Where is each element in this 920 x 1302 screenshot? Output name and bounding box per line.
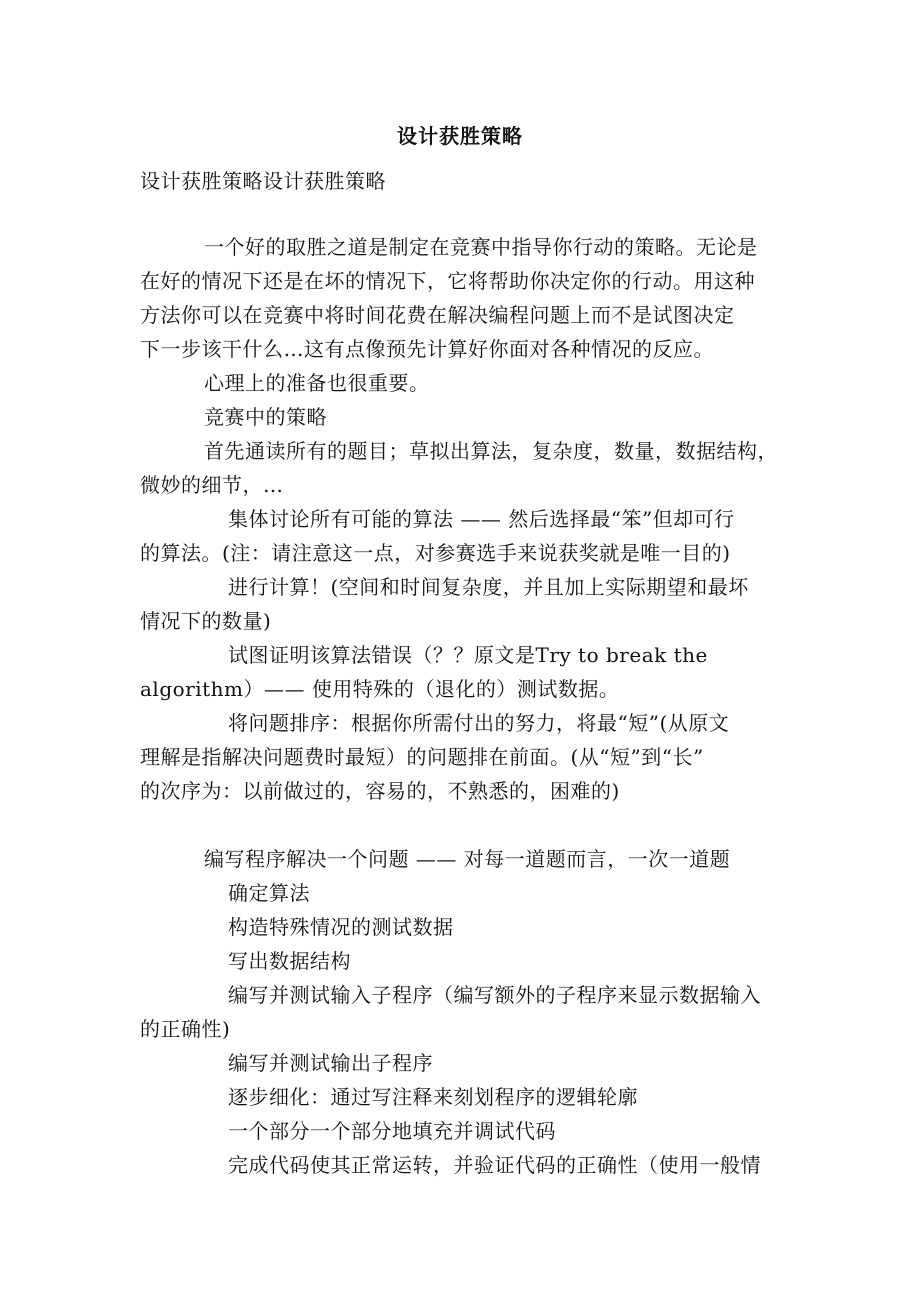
list-item: 构造特殊情况的测试数据: [228, 915, 454, 939]
paragraph-line: 情况下的数量): [140, 609, 272, 633]
paragraph-line: 编写程序解决一个问题 —— 对每一道题而言，一次一道题: [204, 847, 731, 871]
list-item: 逐步细化：通过写注释来刻划程序的逻辑轮廓: [228, 1085, 638, 1109]
list-item: 编写并测试输入子程序（编写额外的子程序来显示数据输入: [228, 983, 761, 1007]
paragraph-line: 微妙的细节，…: [140, 473, 284, 497]
list-item: 确定算法: [228, 881, 310, 905]
paragraph-line: 在好的情况下还是在坏的情况下，它将帮助你决定你的行动。用这种: [140, 269, 755, 293]
paragraph-line: 理解是指解决问题费时最短）的问题排在前面。(从“短”到“长”: [140, 745, 704, 769]
paragraph-line: 的次序为：以前做过的，容易的，不熟悉的，困难的): [140, 779, 620, 803]
paragraph-line: 心理上的准备也很重要。: [204, 371, 430, 395]
paragraph-line: 首先通读所有的题目；草拟出算法，复杂度，数量，数据结构，: [204, 439, 778, 463]
section-heading: 竞赛中的策略: [204, 405, 327, 429]
paragraph-line: 下一步该干什么…这有点像预先计算好你面对各种情况的反应。: [140, 337, 714, 361]
paragraph-line: 将问题排序：根据你所需付出的努力，将最“短”(从原文: [228, 711, 730, 735]
list-item: 的正确性): [140, 1017, 231, 1041]
document-subtitle: 设计获胜策略设计获胜策略: [140, 169, 386, 193]
list-item: 一个部分一个部分地填充并调试代码: [228, 1119, 556, 1143]
paragraph-line: 试图证明该算法错误（？？原文是Try to break the: [228, 643, 708, 667]
list-item: 完成代码使其正常运转，并验证代码的正确性（使用一般情: [228, 1153, 761, 1177]
paragraph-line: 进行计算！(空间和时间复杂度，并且加上实际期望和最坏: [228, 575, 749, 599]
document-title: 设计获胜策略: [397, 124, 523, 148]
paragraph-line: 方法你可以在竞赛中将时间花费在解决编程问题上而不是试图决定: [140, 303, 735, 327]
list-item: 编写并测试输出子程序: [228, 1051, 433, 1075]
paragraph-line: 一个好的取胜之道是制定在竞赛中指导你行动的策略。无论是: [204, 235, 758, 259]
paragraph-line: 集体讨论所有可能的算法 —— 然后选择最“笨”但却可行: [228, 507, 735, 531]
paragraph-line: 的算法。(注：请注意这一点，对参赛选手来说获奖就是唯一目的): [140, 541, 731, 565]
list-item: 写出数据结构: [228, 949, 351, 973]
paragraph-line: algorithm）—— 使用特殊的（退化的）测试数据。: [140, 677, 620, 701]
